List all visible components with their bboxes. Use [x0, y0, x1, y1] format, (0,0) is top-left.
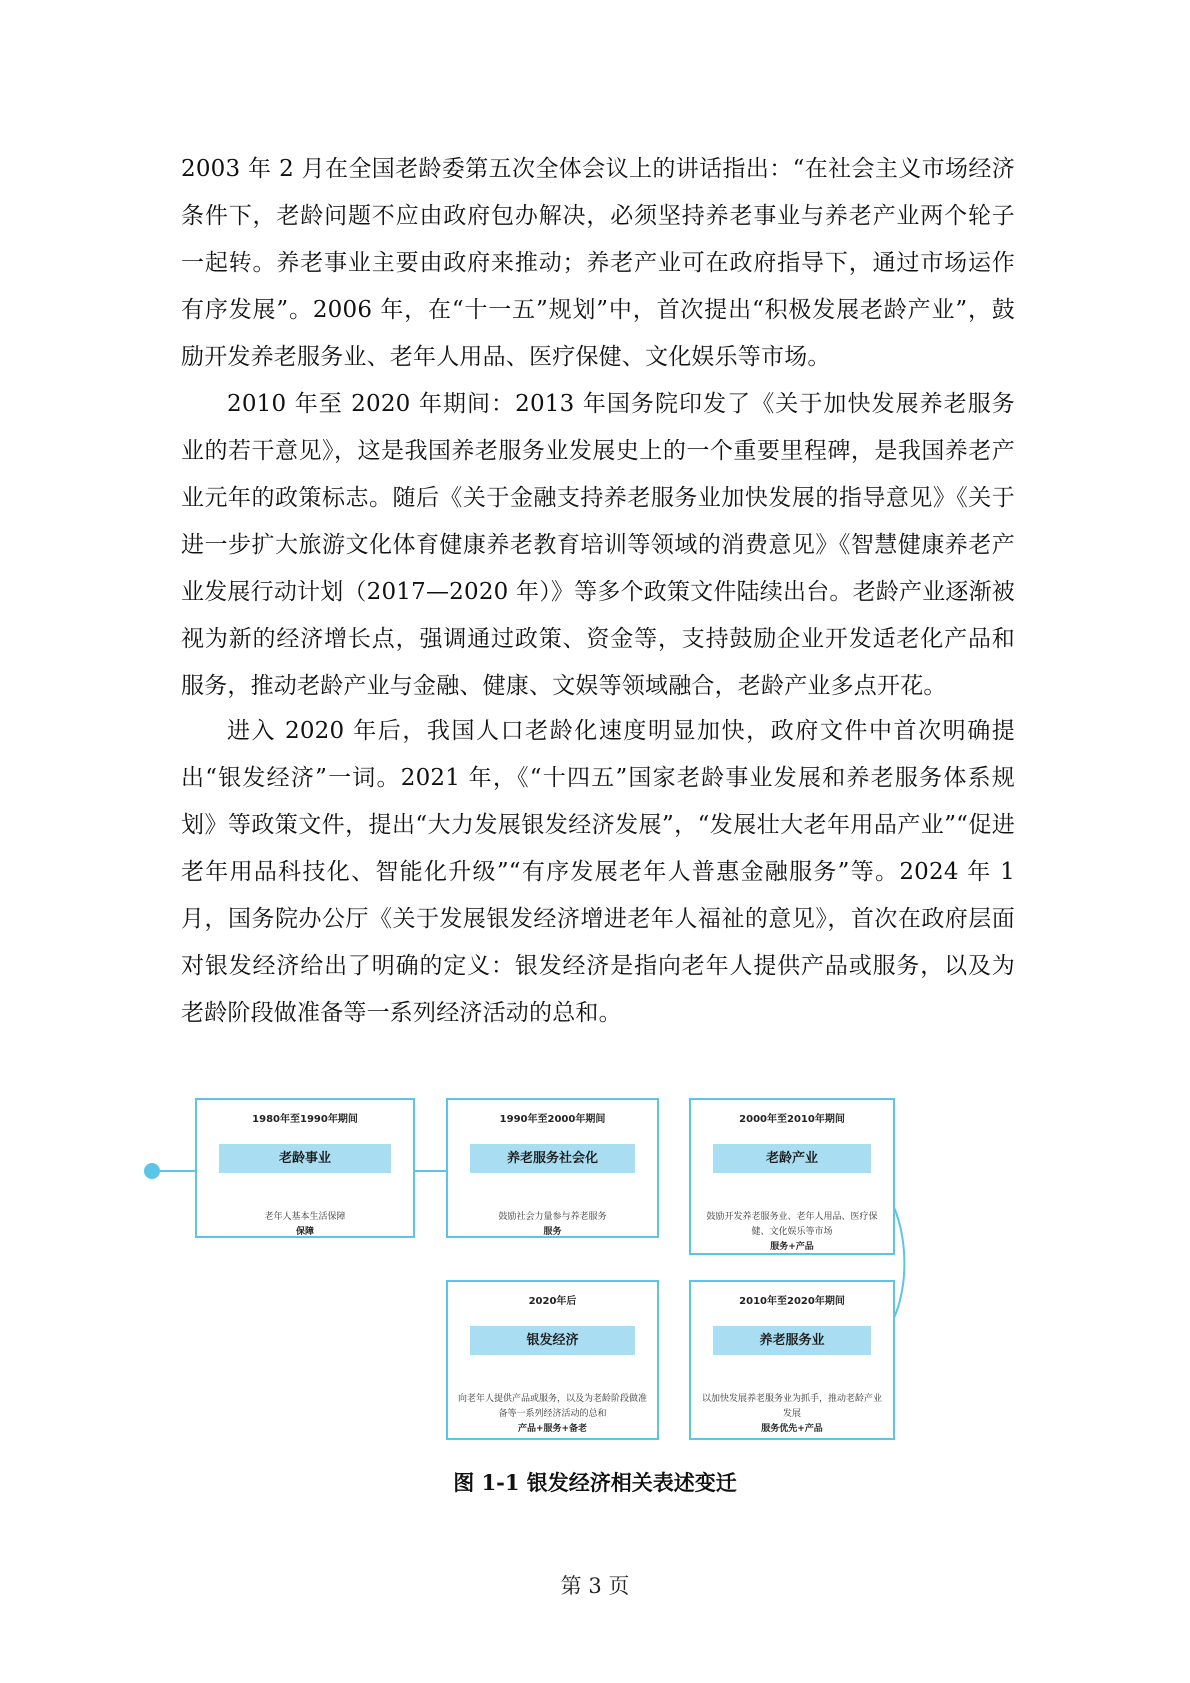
stage-description: [699, 1392, 885, 1437]
stage-description: [456, 1392, 649, 1437]
paragraph-2: 2010 年至 2020 年期间：2013 年国务院印发了《关于加快发展养老服务业的若干意见》，这是我国养老服务业发展史上的一个重要里程碑，是我国养老产业元年的政策标志。随后《关于金融支持养老服务业加快发展的指导意见》《关于进一步扩大旅游文化体育健康养老教育培训等领域的消费意见》《智慧健康养老产业发展行动计划（2017—2020 年）》等多个政策文件陆续出台。老龄产业逐渐被视为新的经济增长点，强调通过政策、资金等，支持鼓励企业开发适老化产品和服务，推动老龄产业与金融、健康、文娱等领域融合，老龄产业多点开花。: [181, 391, 1015, 699]
stage-period: 2020年后: [528, 1296, 577, 1307]
stage-desc-text: 以加快发展养老服务业为抓手，推动老龄产业发展: [701, 1394, 882, 1419]
stage-desc-text: 鼓励开发养老服务业、老年人用品、医疗保健、文化娱乐等市场: [706, 1212, 878, 1237]
stage-title: 养老服务业: [713, 1326, 871, 1355]
stage-tag: 服务: [543, 1227, 562, 1237]
stage-2000-2010: [689, 1098, 895, 1255]
stage-tag: 产品+服务+备老: [517, 1424, 588, 1434]
stage-period: 1990年至2000年期间: [499, 1114, 606, 1125]
figure-caption: 图 1-1 银发经济相关表述变迁: [453, 1470, 737, 1495]
stage-desc-text: 向老年人提供产品或服务，以及为老龄阶段做准备等一系列经济活动的总和: [457, 1394, 647, 1419]
stage-tag: 服务优先+产品: [761, 1424, 823, 1434]
stage-period: 2000年至2010年期间: [739, 1114, 845, 1125]
stage-desc-text: 鼓励社会力量参与养老服务: [498, 1212, 607, 1222]
timeline-start-dot: [144, 1163, 160, 1179]
stage-description: [456, 1210, 649, 1240]
stage-tag: 保障: [295, 1227, 314, 1237]
page-number: 第 3 页: [560, 1574, 630, 1598]
stage-title: 老龄产业: [713, 1144, 871, 1173]
stage-2010-2020: [689, 1280, 895, 1440]
stage-title: 老龄事业: [219, 1144, 391, 1173]
stage-desc-text: 老年人基本生活保障: [264, 1212, 346, 1222]
paragraph-1: 2003 年 2 月在全国老龄委第五次全体会议上的讲话指出：“在社会主义市场经济条件下，老龄问题不应由政府包办解决，必须坚持养老事业与养老产业两个轮子一起转。养老事业主要由政府来推动；养老产业可在政府指导下，通过市场运作有序发展”。2006 年，在“十一五”规划”中，首次提出“积极发展老龄产业”，鼓励开发养老服务业、老年人用品、医疗保健、文化娱乐等市场。: [181, 156, 1015, 370]
stage-description: [205, 1210, 405, 1240]
stage-1990-2000: [446, 1098, 659, 1238]
stage-period: 2010年至2020年期间: [739, 1296, 845, 1307]
stage-tag: 服务+产品: [770, 1242, 814, 1252]
paragraph-3: 进入 2020 年后，我国人口老龄化速度明显加快，政府文件中首次明确提出“银发经济”一词。2021 年，《“十四五”国家老龄事业发展和养老服务体系规划》等政策文件，提出“大力发展银发经济发展”，“发展壮大老年用品产业”“促进老年用品科技化、智能化升级”“有序发展老年人普惠金融服务”等。2024 年 1 月，国务院办公厅《关于发展银发经济增进老年人福祉的意见》，首次在政府层面对银发经济给出了明确的定义：银发经济是指向老年人提供产品或服务，以及为老龄阶段做准备等一系列经济活动的总和。: [181, 718, 1015, 1026]
stage-description: [699, 1210, 885, 1255]
stage-1980-1990: [195, 1098, 415, 1238]
stage-title: 银发经济: [470, 1326, 635, 1355]
stage-period: 1980年至1990年期间: [252, 1114, 358, 1125]
stage-after-2020: [446, 1280, 659, 1440]
timeline-diagram: [150, 1098, 1000, 1444]
stage-title: 养老服务社会化: [470, 1144, 635, 1173]
